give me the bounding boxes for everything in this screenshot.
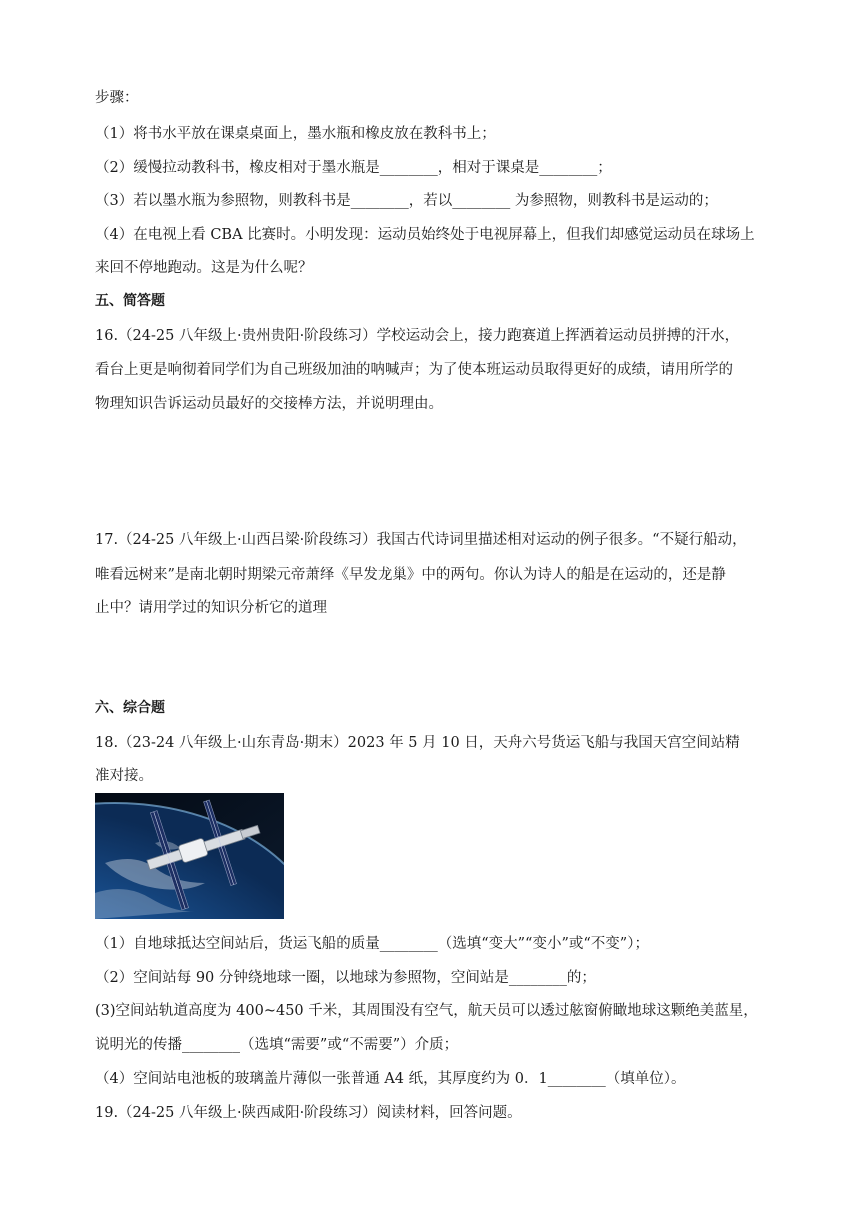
section-heading-5: 五、简答题 bbox=[95, 293, 165, 309]
space-station-image bbox=[95, 793, 284, 919]
q17-line-1: 17.（24-25 八年级上·山西吕梁·阶段练习）我国古代诗词里描述相对运动的例子很多。“不疑行船动， bbox=[95, 532, 747, 548]
line-step-3: （3）若以墨水瓶为参照物，则教科书是________，若以________ 为参照物，则教科书是运动的； bbox=[95, 193, 718, 209]
section-heading-6: 六、综合题 bbox=[95, 700, 165, 716]
q19-line-1: 19.（24-25 八年级上·陕西咸阳·阶段练习）阅读材料，回答问题。 bbox=[95, 1105, 522, 1121]
q18-sub-2: （2）空间站每 90 分钟绕地球一圈，以地球为参照物，空间站是________的； bbox=[95, 970, 596, 986]
q17-line-2: 唯看远树来”是南北朝时期梁元帝萧绎《早发龙巢》中的两句。你认为诗人的船是在运动的，还是静 bbox=[95, 567, 726, 583]
q18-sub-3a: (3)空间站轨道高度为 400~450 千米，其周围没有空气，航天员可以透过舷窗俯瞰地球这颗绝美蓝星， bbox=[95, 1003, 758, 1019]
line-step-2: （2）缓慢拉动教科书，橡皮相对于墨水瓶是________，相对于课桌是________； bbox=[95, 160, 612, 176]
line-step-1: （1）将书水平放在课桌桌面上，墨水瓶和橡皮放在教科书上； bbox=[95, 126, 496, 142]
line-step-4a: （4）在电视上看 CBA 比赛时。小明发现：运动员始终处于电视屏幕上，但我们却感觉运动员在球场上 bbox=[95, 227, 755, 243]
q17-line-3: 止中？请用学过的知识分析它的道理 bbox=[95, 600, 327, 616]
line-steps: 步骤： bbox=[95, 90, 139, 106]
line-step-4b: 来回不停地跑动。这是为什么呢？ bbox=[95, 260, 313, 276]
q16-line-1: 16.（24-25 八年级上·贵州贵阳·阶段练习）学校运动会上，接力跑赛道上挥洒着运动员拼搏的汗水， bbox=[95, 328, 740, 344]
q18-line-1: 18.（23-24 八年级上·山东青岛·期末）2023 年 5 月 10 日，天舟六号货运飞船与我国天宫空间站精 bbox=[95, 735, 740, 751]
q18-line-2: 准对接。 bbox=[95, 768, 153, 784]
q18-sub-4: （4）空间站电池板的玻璃盖片薄似一张普通 A4 纸，其厚度约为 0．1________（填单位）。 bbox=[95, 1071, 686, 1087]
q16-line-2: 看台上更是响彻着同学们为自己班级加油的呐喊声；为了使本班运动员取得更好的成绩，请用所学的 bbox=[95, 362, 733, 378]
q16-line-3: 物理知识告诉运动员最好的交接棒方法，并说明理由。 bbox=[95, 396, 443, 412]
q18-sub-3b: 说明光的传播________（选填“需要”或“不需要”）介质； bbox=[95, 1037, 459, 1053]
q18-sub-1: （1）自地球抵达空间站后，货运飞船的质量________（选填“变大”“变小”或“不变”）； bbox=[95, 936, 649, 952]
